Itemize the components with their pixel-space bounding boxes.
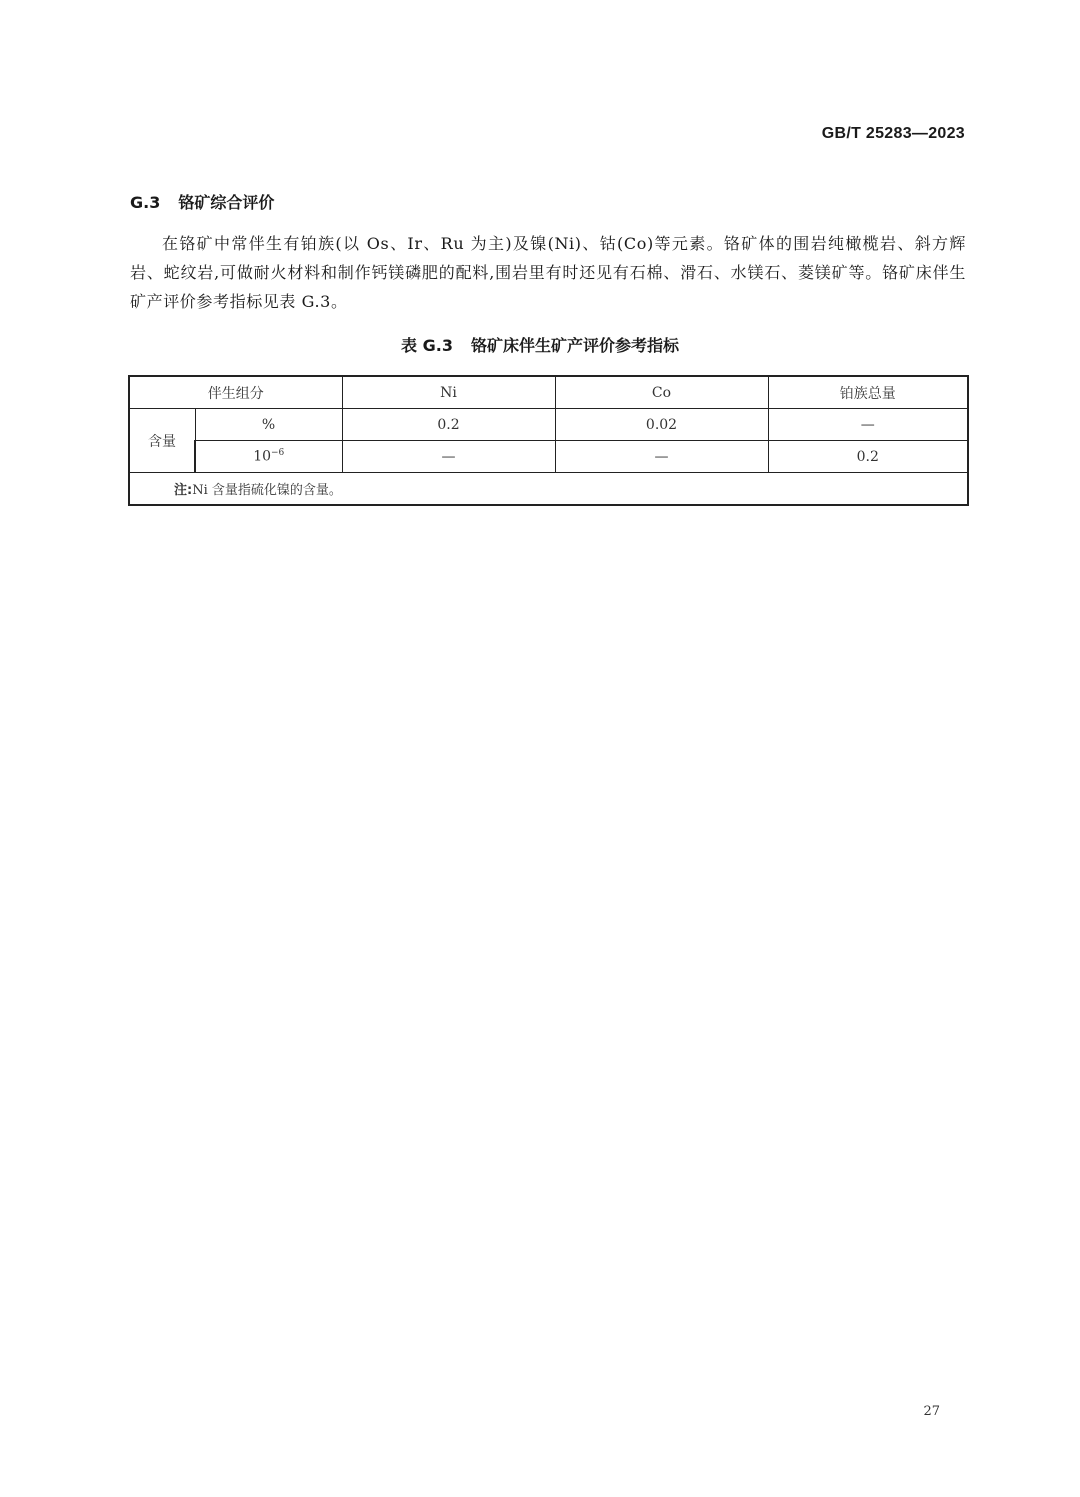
header-ni: Ni xyxy=(342,376,555,409)
pgm-cell: 0.2 xyxy=(768,441,968,473)
co-cell: 0.02 xyxy=(555,409,768,441)
row-group-label: 含量 xyxy=(129,409,195,473)
section-heading xyxy=(130,190,274,213)
note-label: 注: xyxy=(174,483,193,498)
header-pgm: 铂族总量 xyxy=(768,376,968,409)
section-title: 铬矿综合评价 xyxy=(178,193,275,212)
section-number: G.3 xyxy=(130,193,161,212)
unit-cell xyxy=(195,441,342,473)
standard-code: GB/T 25283—2023 xyxy=(821,125,965,142)
unit-exponent: −6 xyxy=(271,448,285,459)
body-paragraph: 在铬矿中常伴生有铂族(以 Os、Ir、Ru 为主)及镍(Ni)、钴(Co)等元素。铬矿体的围岩纯橄榄岩、斜方辉岩、蛇纹岩,可做耐火材料和制作钙镁磷肥的配料,围岩里有时还见有石棉、滑石、水镁石、菱镁矿等。铬矿床伴生矿产评价参考指标见表 G.3。 xyxy=(130,234,966,311)
pgm-cell: — xyxy=(768,409,968,441)
table-row xyxy=(129,409,968,441)
co-cell: — xyxy=(555,441,768,473)
unit-cell: % xyxy=(195,409,342,441)
table-caption xyxy=(0,333,1080,356)
table-row xyxy=(129,441,968,473)
ni-cell: — xyxy=(342,441,555,473)
ni-cell: 0.2 xyxy=(342,409,555,441)
header-component: 伴生组分 xyxy=(129,376,342,409)
unit-base: 10 xyxy=(253,448,272,465)
table-title: 铬矿床伴生矿产评价参考指标 xyxy=(470,336,679,355)
note-text: Ni 含量指硫化镍的含量。 xyxy=(192,483,342,498)
table-header-row xyxy=(129,376,968,409)
evaluation-table xyxy=(128,375,969,506)
header-co: Co xyxy=(555,376,768,409)
page-number: 27 xyxy=(923,1404,940,1419)
table-note-row xyxy=(129,473,968,506)
table-note xyxy=(129,473,968,506)
table-number: 表 G.3 xyxy=(401,336,453,355)
